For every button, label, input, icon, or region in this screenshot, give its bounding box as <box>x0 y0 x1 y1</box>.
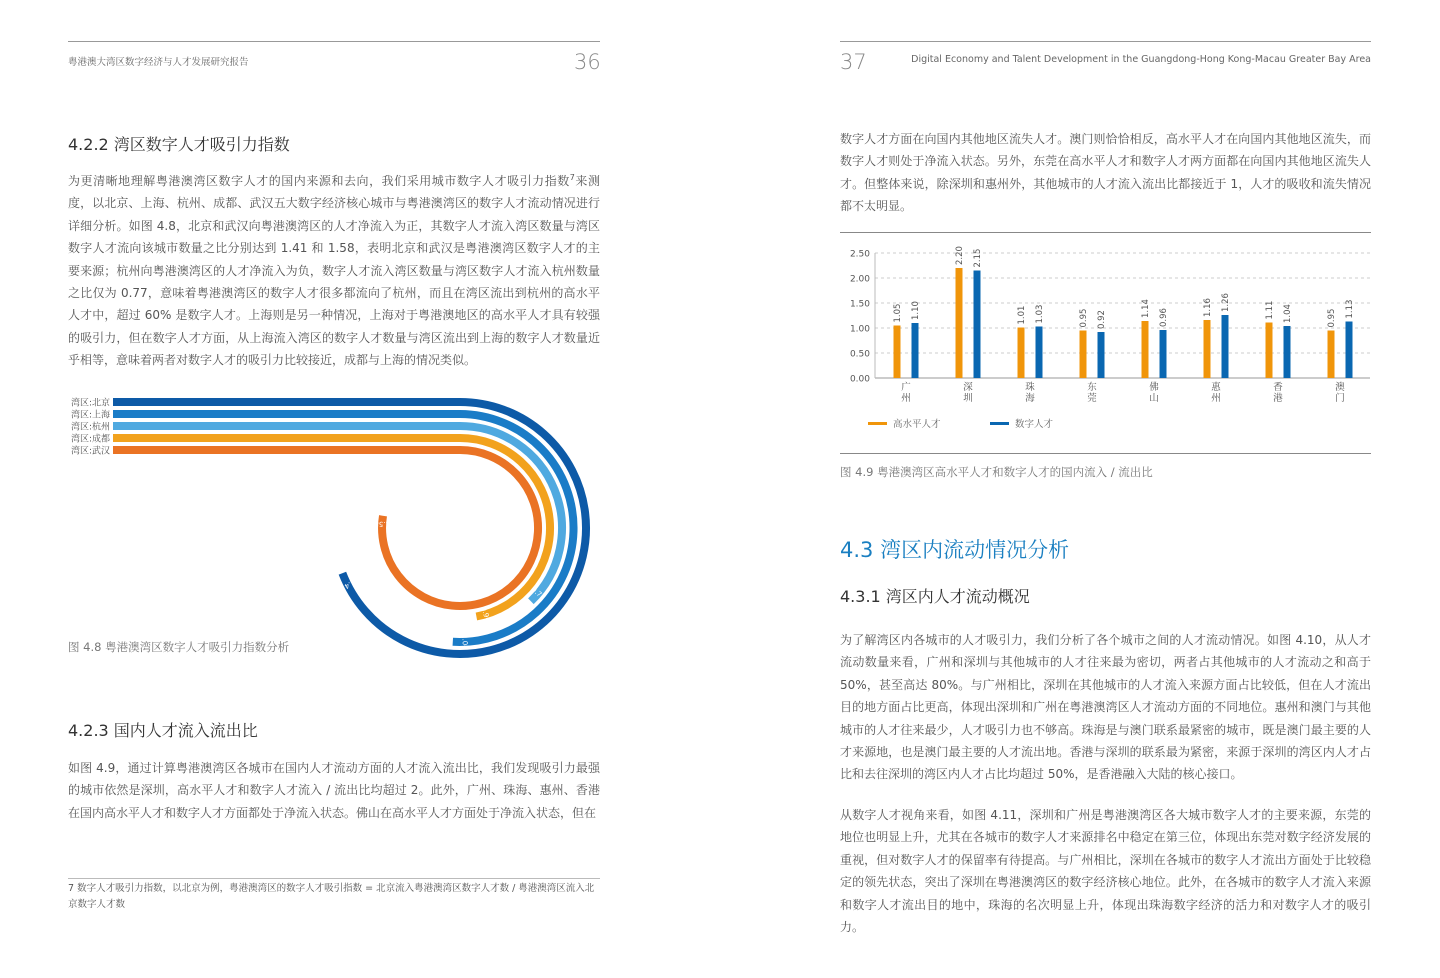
radial-value-label: 1.41 <box>339 578 357 593</box>
bar-value-label: 1.03 <box>1035 304 1045 324</box>
x-category-label: 澳 <box>1335 382 1345 393</box>
bar-digital-3 <box>1098 332 1105 378</box>
running-header-left: 粤港澳大湾区数字经济与人才发展研究报告 <box>68 57 249 68</box>
section-heading-4-3: 4.3 湾区内流动情况分析 <box>840 538 1070 562</box>
figure-4-9-caption: 图 4.9 粤港澳湾区高水平人才和数字人才的国内流入 / 流出比 <box>840 465 1153 479</box>
y-tick-label: 1.00 <box>849 324 870 335</box>
section-4-2-3-paragraph: 如图 4.9，通过计算粤港澳湾区各城市在国内人才流动方面的人才流入流出比，我们发现吸引力最强的城市依然是深圳，高水平人才和数字人才流入 / 流出比均超过 2。此外，广州、珠海、惠州、香港在国内高水平人才和数字人才方面都处于净流入状态。佛山在高水平人才方面处于净流入状态，但在 <box>68 761 600 820</box>
bar-high-level-0 <box>894 326 901 379</box>
radial-value-label: 0.77 <box>529 585 547 602</box>
bar-high-level-6 <box>1266 323 1273 379</box>
radial-category-label: 湾区:武汉 <box>70 446 110 457</box>
bar-value-label: 1.10 <box>911 301 921 320</box>
section-4-3-1-paragraph-1: 为了解湾区内各城市的人才吸引力，我们分析了各个城市之间的人才流动情况。如图 4.10，从人才流动数量来看，广州和深圳与其他城市的人才往来最为密切，两者占其他城市的人才流动之和高于 50%，甚至高达 80%。与广州相比，深圳在其他城市的人才流入来源方面占比较低，但在人才流出目的地方面占比更高，体现出深圳和广州在粤港澳湾区人才流动方面的不同地位。惠州和澳门与其他城市的人才往来最少，人才吸引力也不够高。珠海是与澳门联系最紧密的城市，既是澳门最主要的人才来源地，也是澳门最主要的人才流出地。香港与深圳的联系最为紧密，来源于深圳的湾区内人才占比和去往深圳的湾区内人才占比均超过 50%，是香港融入大陆的核心接口。 <box>840 633 1371 782</box>
bar-digital-5 <box>1222 315 1229 378</box>
bar-digital-2 <box>1036 327 1043 379</box>
x-category-label: 深 <box>963 382 973 393</box>
header-rule-left <box>68 41 600 42</box>
section-heading-4-2-3: 4.2.3 国内人才流入流出比 <box>68 721 258 740</box>
x-category-label: 州 <box>1211 393 1221 404</box>
figure-4-9-top-rule <box>840 232 1371 233</box>
x-category-label: 佛 <box>1149 382 1159 393</box>
radial-bar-4 <box>113 450 538 606</box>
bar-digital-0 <box>912 323 919 378</box>
page-number-right: 37 <box>840 50 867 74</box>
bar-value-label: 2.20 <box>955 246 965 265</box>
radial-bar-3 <box>113 438 550 617</box>
section-4-2-2-paragraph <box>68 170 600 372</box>
radial-category-label: 湾区:上海 <box>70 410 110 421</box>
radial-category-label: 湾区:杭州 <box>70 422 110 433</box>
x-category-label: 惠 <box>1211 382 1221 393</box>
y-tick-label: 0.00 <box>849 374 870 385</box>
radial-category-label: 湾区:北京 <box>70 398 110 409</box>
y-tick-label: 2.50 <box>849 249 870 260</box>
legend-swatch-0 <box>868 422 887 425</box>
section-4-3-1-paragraph-2: 从数字人才视角来看，如图 4.11，深圳和广州是粤港澳湾区各大城市数字人才的主要来源，东莞的地位也明显上升，尤其在各城市的数字人才来源排名中稳定在第三位，体现出东莞对数字经济发展的重视，但对数字人才的保留率有待提高。与广州相比，深圳在各城市的数字人才流出方面处于比较稳定的领先状态，突出了深圳在粤港澳湾区的数字经济核心地位。此外，在各城市的数字人才流入来源和数字人才流出目的地中，珠海的名次明显上升，体现出珠海数字经济的活力和对数字人才的吸引力。 <box>840 808 1371 935</box>
figure-4-9-bar-chart <box>840 240 1380 440</box>
bar-digital-4 <box>1160 330 1167 378</box>
figure-4-8-caption: 图 4.8 粤港澳湾区数字人才吸引力指数分析 <box>68 640 290 654</box>
bar-high-level-3 <box>1080 331 1087 379</box>
bar-value-label: 0.92 <box>1097 310 1107 329</box>
bar-digital-6 <box>1284 326 1291 378</box>
paragraph-text-a: 为更清晰地理解粤港澳湾区数字人才的国内来源和去向，我们采用城市数字人才吸引力指数 <box>68 174 570 188</box>
bar-value-label: 1.13 <box>1345 299 1355 319</box>
x-category-label: 门 <box>1335 393 1345 404</box>
footnote-marker[interactable]: 7 <box>569 173 575 182</box>
continued-paragraph: 数字人才方面在向国内其他地区流失人才。澳门则恰恰相反，高水平人才在向国内其他地区流失，而数字人才则处于净流入状态。另外，东莞在高水平人才和数字人才两方面都在向国内其他地区流失人才。但整体来说，除深圳和惠州外，其他城市的人才流入流出比都接近于 1，人才的吸收和流失情况都不太明显。 <box>840 132 1371 214</box>
x-category-label: 港 <box>1273 393 1283 404</box>
x-category-label: 莞 <box>1087 393 1097 404</box>
bar-value-label: 0.95 <box>1327 308 1337 328</box>
bar-value-label: 1.14 <box>1141 299 1151 318</box>
page-number-left: 36 <box>574 50 601 74</box>
bar-high-level-5 <box>1204 320 1211 378</box>
bar-value-label: 1.26 <box>1221 293 1231 312</box>
bar-high-level-4 <box>1142 321 1149 378</box>
legend-label: 数字人才 <box>1015 419 1054 430</box>
figure-4-9-bottom-rule <box>840 453 1371 454</box>
bar-high-level-1 <box>956 268 963 378</box>
bar-value-label: 1.11 <box>1265 300 1275 320</box>
y-tick-label: 0.50 <box>849 349 870 360</box>
y-tick-label: 1.50 <box>849 299 870 310</box>
bar-high-level-7 <box>1328 331 1335 379</box>
radial-category-label: 湾区:成都 <box>70 434 110 445</box>
header-rule-right <box>840 41 1371 42</box>
bar-high-level-2 <box>1018 328 1025 379</box>
bar-value-label: 1.01 <box>1017 305 1027 325</box>
bar-value-label: 2.15 <box>973 248 983 268</box>
bar-value-label: 1.05 <box>893 303 903 323</box>
bar-value-label: 1.04 <box>1283 304 1293 323</box>
x-category-label: 东 <box>1087 382 1097 393</box>
x-category-label: 香 <box>1273 382 1283 393</box>
x-category-label: 广 <box>901 382 911 393</box>
x-category-label: 州 <box>901 393 911 404</box>
bar-value-label: 1.16 <box>1203 298 1213 317</box>
x-category-label: 山 <box>1149 393 1159 404</box>
section-heading-4-3-1: 4.3.1 湾区内人才流动概况 <box>840 587 1030 606</box>
legend-swatch-1 <box>990 422 1009 425</box>
bar-value-label: 0.95 <box>1079 308 1089 328</box>
x-category-label: 海 <box>1025 393 1035 404</box>
figure-4-8-radial-chart <box>0 380 720 680</box>
radial-value-label: 1.04 <box>460 633 470 650</box>
radial-value-label: 0.96 <box>479 605 492 623</box>
bar-digital-7 <box>1346 322 1353 379</box>
footnote-rule <box>68 878 600 879</box>
section-heading-4-2-2: 4.2.2 湾区数字人才吸引力指数 <box>68 135 290 154</box>
footnote-7: 7 数字人才吸引力指数，以北京为例，粤港澳湾区的数字人才吸引指数 = 北京流入粤港澳湾区数字人才数 / 粤港澳湾区流入北京数字人才数 <box>68 883 595 910</box>
bar-digital-1 <box>974 271 981 379</box>
radial-value-label: 1.58 <box>374 519 391 529</box>
legend-label: 高水平人才 <box>893 419 941 430</box>
paragraph-text-b: 来测度，以北京、上海、杭州、成都、武汉五大数字经济核心城市与粤港澳湾区的数字人才流动情况进行详细分析。如图 4.8，北京和武汉向粤港澳湾区的人才净流入为正，其数字人才流入湾区数量与湾区数字人才流向该城市数量之比分别达到 1.41 和 1.58，表明北京和武汉是粤港澳湾区数字人才的主要来源；杭州向粤港澳湾区的人才净流入为负，数字人才流入湾区数量与湾区数字人才流入杭州数量之比仅为 0.77，意味着粤港澳湾区的数字人才很多都流向了杭州，而且在湾区流出到杭州的高水平人才中，超过 60% 是数字人才。上海则是另一种情况，上海对于粤港澳地区的高水平人才具有较强的吸引力，但在数字人才方面，从上海流入湾区的数字人才数量与湾区流出到上海的数字人才数量近乎相等，意味着两者对数字人才的吸引力比较接近，成都与上海的情况类似。 <box>68 174 600 368</box>
bar-value-label: 0.96 <box>1159 308 1169 327</box>
y-tick-label: 2.00 <box>849 274 870 285</box>
x-category-label: 珠 <box>1025 382 1035 393</box>
running-header-right: Digital Economy and Talent Development in the Guangdong-Hong Kong-Macau Greater Bay Area <box>911 54 1371 65</box>
x-category-label: 圳 <box>963 393 973 404</box>
